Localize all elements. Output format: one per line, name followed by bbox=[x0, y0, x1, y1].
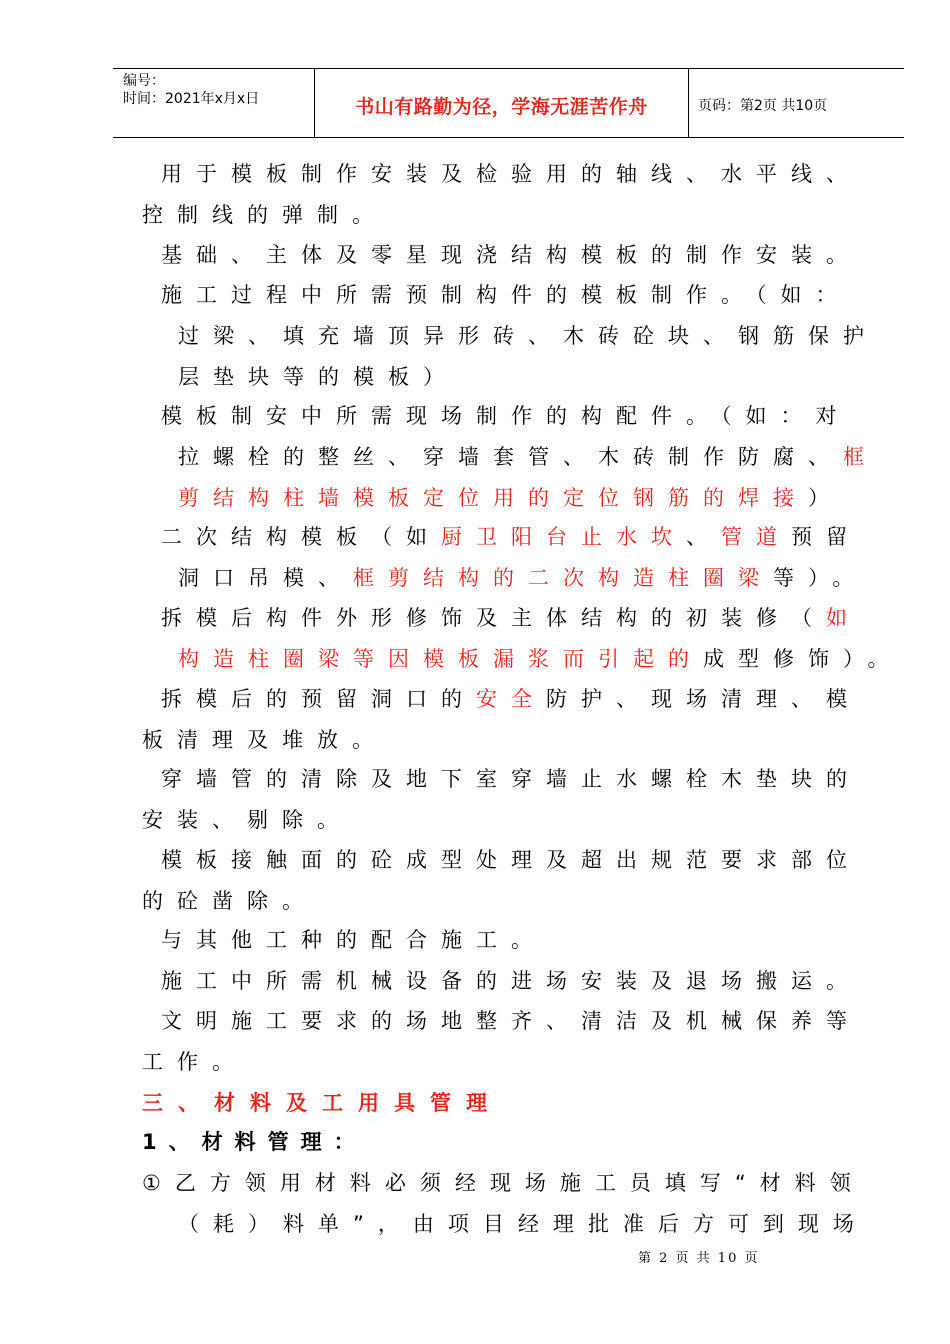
body-text-segment: 、 bbox=[686, 525, 721, 549]
body-text-segment: 穿墙管的清除及地下室穿墙止水螺栓木垫块的 bbox=[161, 767, 861, 791]
body-line bbox=[178, 565, 868, 591]
doc-time-label: 时间：2021年x月x日 bbox=[123, 91, 260, 107]
body-text-segment: 控制线的弹制。 bbox=[142, 203, 387, 227]
highlighted-text: 安全 bbox=[476, 687, 546, 711]
body-text-segment: 预留 bbox=[791, 525, 861, 549]
body-line bbox=[161, 524, 861, 550]
body-text-segment: ） bbox=[808, 486, 843, 510]
body-line bbox=[161, 766, 861, 792]
body-text-segment: 洞口吊模、 bbox=[178, 566, 353, 590]
body-line bbox=[161, 1008, 861, 1034]
body-text-segment: 拆模后的预留洞口的 bbox=[161, 687, 476, 711]
body-text-segment: 拉螺栓的整丝、穿墙套管、木砖制作防腐、 bbox=[178, 445, 843, 469]
section-heading: 三、材料及工用具管理 bbox=[142, 1091, 502, 1115]
highlighted-text: 管道 bbox=[721, 525, 791, 549]
highlighted-text: 剪结构柱墙模板定位用的定位钢筋的焊接 bbox=[178, 486, 808, 510]
body-text-segment: 的砼凿除。 bbox=[142, 889, 317, 913]
body-line bbox=[142, 1049, 247, 1075]
body-line bbox=[161, 847, 861, 873]
body-text-segment: 模板制安中所需现场制作的构配件。（如：对 bbox=[161, 404, 851, 428]
sub-heading: 1、材料管理： bbox=[142, 1130, 367, 1154]
body-line bbox=[142, 202, 387, 228]
header-page-cell bbox=[688, 69, 904, 137]
body-text-segment: 二次结构模板（如 bbox=[161, 525, 441, 549]
body-line bbox=[161, 403, 851, 429]
body-line bbox=[161, 605, 861, 631]
body-text-segment: 模板接触面的砼成型处理及超出规范要求部位 bbox=[161, 848, 861, 872]
body-text-segment: 用于模板制作安装及检验用的轴线、水平线、 bbox=[161, 162, 861, 186]
body-line bbox=[178, 323, 878, 349]
doc-number-label: 编号： bbox=[123, 73, 165, 89]
highlighted-text: 框剪结构的二次构造柱圈梁 bbox=[353, 566, 773, 590]
body-line bbox=[142, 807, 352, 833]
body-text-segment: 防护、现场清理、模 bbox=[546, 687, 861, 711]
header-meta-cell bbox=[113, 69, 314, 137]
body-line bbox=[142, 888, 317, 914]
body-line bbox=[161, 927, 546, 953]
body-text-segment: 拆模后构件外形修饰及主体结构的初装修（ bbox=[161, 606, 826, 630]
page-footer: 第 2 页 共 10 页 bbox=[638, 1251, 760, 1266]
body-text-segment: 过梁、填充墙顶异形砖、木砖砼块、钢筋保护 bbox=[178, 324, 878, 348]
body-text-segment: 与其他工种的配合施工。 bbox=[161, 928, 546, 952]
header-page-label: 页码：第2页 共10页 bbox=[698, 98, 828, 114]
body-line bbox=[142, 727, 387, 753]
highlighted-text: 框 bbox=[843, 445, 878, 469]
body-text-segment: 施工过程中所需预制构件的模板制作。（如： bbox=[161, 283, 851, 307]
body-text-segment: 安装、剔除。 bbox=[142, 808, 352, 832]
body-line bbox=[161, 161, 861, 187]
highlighted-text: 如 bbox=[826, 606, 861, 630]
body-text-segment: 成型修饰）。 bbox=[703, 647, 903, 671]
paragraph-line: ①乙方领用材料必须经现场施工员填写“材料领 bbox=[142, 1171, 865, 1195]
paragraph-line: （耗）料单”，由项目经理批准后方可到现场 bbox=[178, 1212, 868, 1236]
body-text-segment: 等）。 bbox=[773, 566, 868, 590]
body-line bbox=[178, 646, 903, 672]
body-text-segment: 层垫块等的模板） bbox=[178, 365, 458, 389]
body-line bbox=[161, 968, 861, 994]
body-text-segment: 板清理及堆放。 bbox=[142, 728, 387, 752]
header-motto-cell bbox=[314, 69, 689, 137]
body-line bbox=[161, 686, 861, 712]
body-line bbox=[161, 282, 851, 308]
body-line bbox=[178, 485, 843, 511]
body-line bbox=[178, 364, 458, 390]
body-text-segment: 基础、主体及零星现浇结构模板的制作安装。 bbox=[161, 243, 861, 267]
header-motto: 书山有路勤为径，学海无涯苦作舟 bbox=[355, 96, 648, 118]
body-text-segment: 文明施工要求的场地整齐、清洁及机械保养等 bbox=[161, 1009, 861, 1033]
page-header bbox=[113, 68, 904, 138]
body-text-segment: 工作。 bbox=[142, 1050, 247, 1074]
body-text-segment: 施工中所需机械设备的进场安装及退场搬运。 bbox=[161, 969, 861, 993]
body-line bbox=[178, 444, 878, 470]
highlighted-text: 厨卫阳台止水坎 bbox=[441, 525, 686, 549]
highlighted-text: 构造柱圈梁等因模板漏浆而引起的 bbox=[178, 647, 703, 671]
body-line bbox=[161, 242, 861, 268]
